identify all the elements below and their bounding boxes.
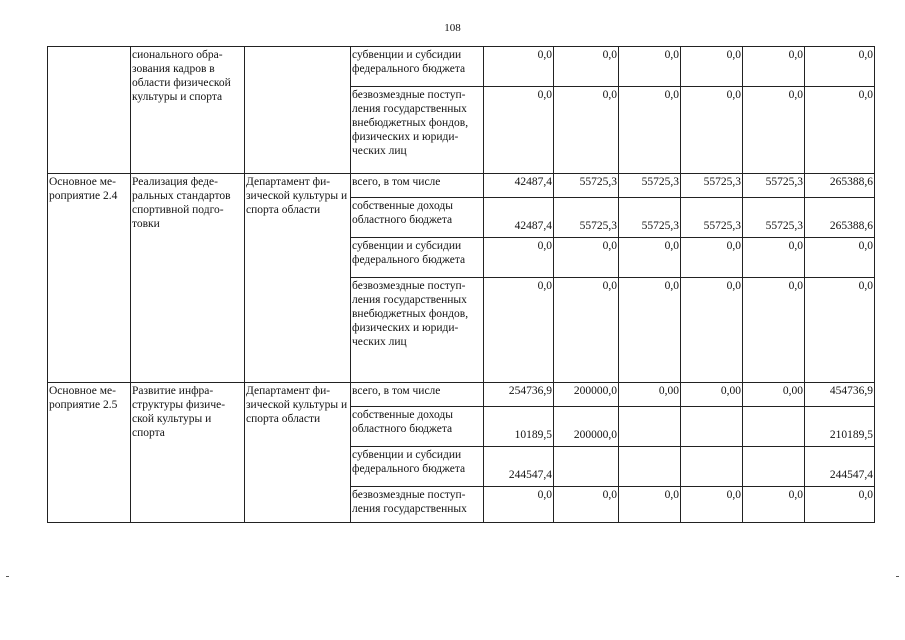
event-title-cell: Реализация феде-ральных стандартов спортивной подго-товки <box>131 174 245 383</box>
value-cell: 0,0 <box>805 87 875 174</box>
value-cell <box>681 447 743 487</box>
funding-source-cell: безвозмездные поступ-ления государственных внебюджетных фондов, физических и юриди-ческих лиц <box>351 278 484 383</box>
executor-cell: Департамент фи-зической культуры и спорта области <box>245 174 351 383</box>
value-cell: 0,0 <box>554 487 619 523</box>
value-cell: 0,0 <box>681 87 743 174</box>
event-title-cell: Развитие инфра-структуры физиче-ской культуры и спорта <box>131 383 245 523</box>
value-cell: 0,0 <box>554 47 619 87</box>
budget-table <box>47 46 875 523</box>
funding-source-cell: субвенции и субсидии федерального бюджета <box>351 447 484 487</box>
funding-source-cell: субвенции и субсидии федерального бюджета <box>351 238 484 278</box>
value-cell: 0,0 <box>484 278 554 383</box>
value-cell: 42487,4 <box>484 174 554 198</box>
value-cell: 0,0 <box>805 47 875 87</box>
table-row <box>48 47 875 87</box>
value-cell: 200000,0 <box>554 407 619 447</box>
value-cell: 0,0 <box>681 487 743 523</box>
scan-mark-right <box>896 576 899 577</box>
value-cell: 0,0 <box>743 47 805 87</box>
value-cell: 0,0 <box>743 238 805 278</box>
value-cell <box>743 407 805 447</box>
value-cell: 0,0 <box>805 238 875 278</box>
value-cell: 42487,4 <box>484 198 554 238</box>
value-cell: 265388,6 <box>805 174 875 198</box>
page-number: 108 <box>444 22 461 34</box>
value-cell: 0,0 <box>484 238 554 278</box>
funding-source-cell: безвозмездные поступ-ления государственных внебюджетных фондов, физических и юриди-ческих лиц <box>351 87 484 174</box>
funding-source-cell: субвенции и субсидии федерального бюджета <box>351 47 484 87</box>
value-cell <box>554 447 619 487</box>
value-cell: 55725,3 <box>554 198 619 238</box>
funding-source-cell: собственные доходы областного бюджета <box>351 407 484 447</box>
value-cell: 0,0 <box>619 47 681 87</box>
scan-mark-left <box>6 576 9 577</box>
value-cell: 0,0 <box>743 487 805 523</box>
value-cell: 0,0 <box>619 487 681 523</box>
value-cell <box>681 407 743 447</box>
value-cell: 0,0 <box>805 278 875 383</box>
value-cell: 0,0 <box>743 87 805 174</box>
value-cell: 0,00 <box>619 383 681 407</box>
funding-source-cell: всего, в том числе <box>351 174 484 198</box>
value-cell: 0,0 <box>554 278 619 383</box>
value-cell: 55725,3 <box>743 174 805 198</box>
executor-cell: Департамент фи-зической культуры и спорта области <box>245 383 351 523</box>
event-cell: Основное ме-роприятие 2.4 <box>48 174 131 383</box>
value-cell: 0,0 <box>681 238 743 278</box>
value-cell <box>743 447 805 487</box>
event-title-cell: сионального обра-зования кадров в области физической культуры и спорта <box>131 47 245 174</box>
funding-source-cell: безвозмездные поступ-ления государственных <box>351 487 484 523</box>
value-cell: 265388,6 <box>805 198 875 238</box>
value-cell: 55725,3 <box>681 174 743 198</box>
value-cell: 0,0 <box>743 278 805 383</box>
value-cell: 0,0 <box>681 47 743 87</box>
value-cell: 210189,5 <box>805 407 875 447</box>
value-cell: 55725,3 <box>554 174 619 198</box>
table-row <box>48 383 875 407</box>
value-cell: 10189,5 <box>484 407 554 447</box>
value-cell: 55725,3 <box>619 198 681 238</box>
value-cell: 0,0 <box>554 87 619 174</box>
table-row <box>48 174 875 198</box>
value-cell: 454736,9 <box>805 383 875 407</box>
event-cell: Основное ме-роприятие 2.5 <box>48 383 131 523</box>
value-cell: 0,0 <box>619 278 681 383</box>
value-cell: 0,0 <box>484 487 554 523</box>
value-cell: 0,0 <box>484 47 554 87</box>
value-cell: 0,0 <box>554 238 619 278</box>
value-cell: 244547,4 <box>805 447 875 487</box>
value-cell: 0,0 <box>484 87 554 174</box>
value-cell: 0,0 <box>805 487 875 523</box>
value-cell: 0,00 <box>743 383 805 407</box>
value-cell: 0,00 <box>681 383 743 407</box>
value-cell: 55725,3 <box>681 198 743 238</box>
value-cell <box>619 447 681 487</box>
value-cell: 0,0 <box>619 87 681 174</box>
value-cell: 0,0 <box>619 238 681 278</box>
funding-source-cell: всего, в том числе <box>351 383 484 407</box>
funding-source-cell: собственные доходы областного бюджета <box>351 198 484 238</box>
value-cell: 200000,0 <box>554 383 619 407</box>
value-cell: 244547,4 <box>484 447 554 487</box>
executor-cell <box>245 47 351 174</box>
value-cell <box>619 407 681 447</box>
value-cell: 55725,3 <box>743 198 805 238</box>
value-cell: 55725,3 <box>619 174 681 198</box>
value-cell: 0,0 <box>681 278 743 383</box>
event-cell <box>48 47 131 174</box>
value-cell: 254736,9 <box>484 383 554 407</box>
